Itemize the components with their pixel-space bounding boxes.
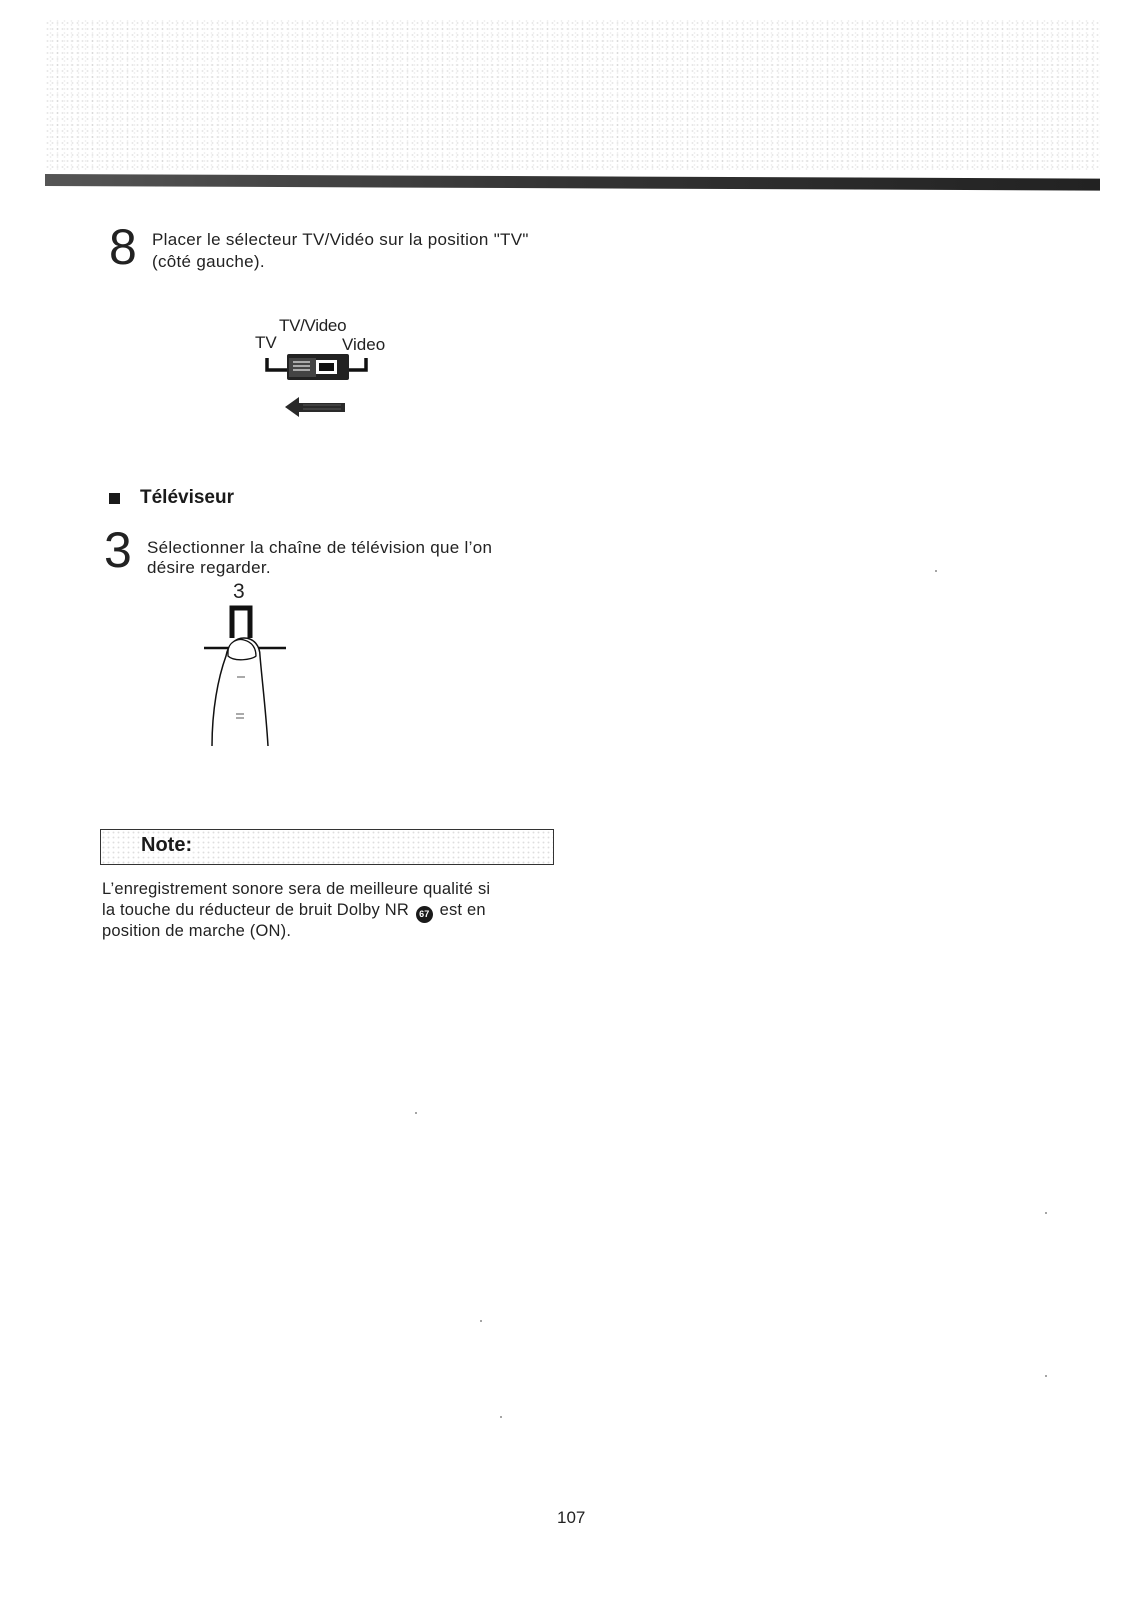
bullet-square-icon xyxy=(109,493,120,504)
scan-speck xyxy=(480,1320,482,1322)
section-heading-televiseur xyxy=(109,487,234,509)
note-header-box xyxy=(100,829,554,865)
step-number: 3 xyxy=(104,522,132,578)
left-arrow-icon xyxy=(283,394,347,420)
switch-left-label: TV xyxy=(255,333,277,352)
circled-number-67-icon: 67 xyxy=(416,906,433,923)
note-text-line1: L’enregistrement sonore sera de meilleure qualité si xyxy=(102,880,491,898)
step-text-line2: désire regarder. xyxy=(147,558,271,577)
note-text-line2-before: la touche du réducteur de bruit Dolby NR xyxy=(102,901,409,919)
header-texture-band xyxy=(45,20,1100,170)
finger-press-button-icon xyxy=(200,600,290,755)
note-label: Note: xyxy=(141,834,193,856)
switch-title: TV/Video xyxy=(279,316,347,335)
section-heading-text: Téléviseur xyxy=(140,487,234,508)
step-text-line1: Placer le sélecteur TV/Vidéo sur la position "TV" xyxy=(152,230,529,249)
scan-speck xyxy=(1045,1375,1047,1377)
channel-button-label: 3 xyxy=(233,580,245,603)
note-text-line3: position de marche (ON). xyxy=(102,922,292,940)
step-text-line2: (côté gauche). xyxy=(152,252,265,271)
tv-video-switch-icon xyxy=(262,350,372,384)
note-text-line2-after: est en xyxy=(439,901,486,919)
step-text-line1: Sélectionner la chaîne de télévision que l’on xyxy=(147,538,493,557)
scan-speck xyxy=(935,570,937,572)
scan-speck xyxy=(415,1112,417,1114)
scan-speck xyxy=(500,1416,502,1418)
note-text-line2 xyxy=(102,900,486,923)
scan-speck xyxy=(1045,1212,1047,1214)
step-number: 8 xyxy=(109,219,137,275)
page-number: 107 xyxy=(557,1508,586,1527)
switch-right-label: Video xyxy=(342,335,386,354)
header-rule xyxy=(45,174,1100,191)
